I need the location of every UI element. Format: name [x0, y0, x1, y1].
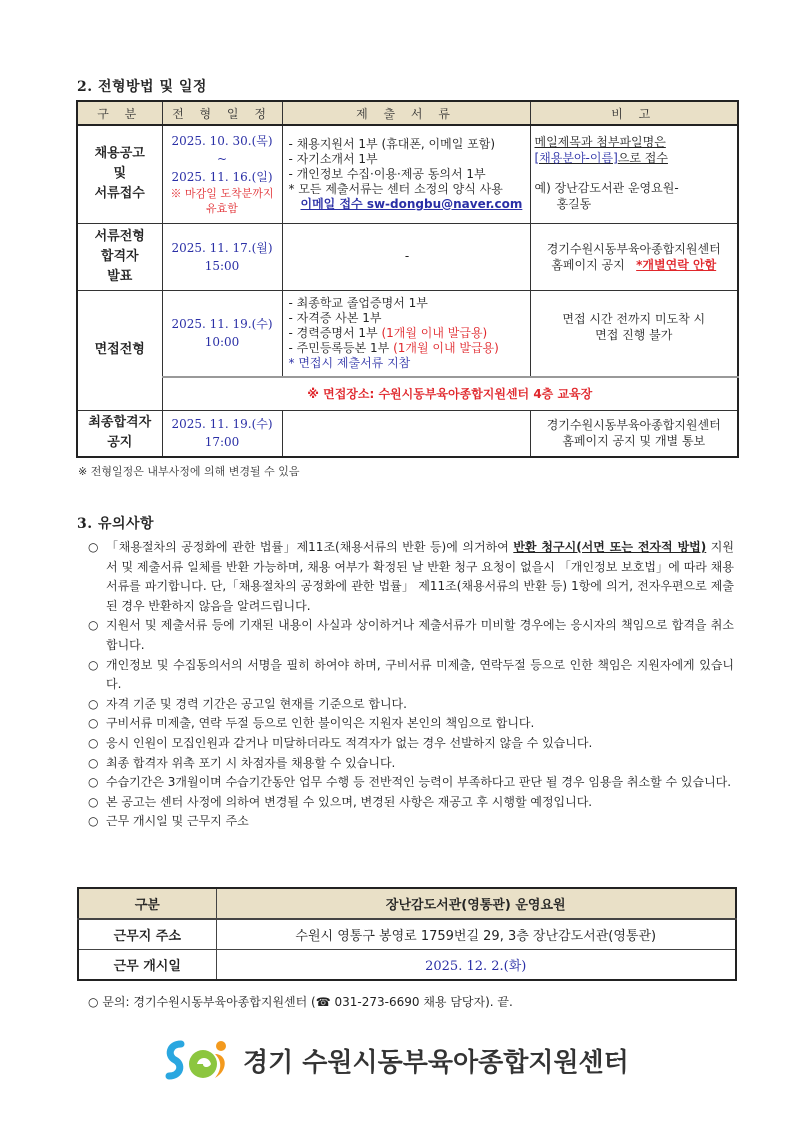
list-item [88, 656, 734, 695]
time: 15:00 [204, 258, 240, 273]
schedule-cell [162, 290, 282, 377]
date: 2025. 11. 19.(수) [171, 316, 273, 331]
note-text: 수습기간은 3개월이며 수습기간동안 업무 수행 등 전반적인 능력이 부족하다고 판단 될 경우 임용을 취소할 수 있습니다. [106, 775, 732, 790]
note-text: 응시 인원이 모집인원과 같거나 미달하더라도 적격자가 없는 경우 선발하지 않을 수 있습니다. [106, 735, 593, 750]
time: 10:00 [204, 334, 240, 349]
document-item: - 주민등록등본 1부 (1개월 이내 발급용) [288, 340, 499, 355]
remarks-cell [530, 290, 738, 377]
category-line: 합격자 [100, 248, 139, 264]
table-row [78, 950, 736, 981]
circle-bullet-icon: ○ [88, 618, 99, 633]
circle-bullet-icon: ○ [88, 540, 99, 554]
return-request-emphasis: 반환 청구시(서면 또는 전자적 방법) [513, 540, 707, 554]
document-item: - 개인정보 수집·이용·제공 동의서 1부 [288, 166, 486, 181]
circle-bullet-icon: ○ [88, 735, 99, 750]
phone-icon: ☎ [315, 995, 331, 1009]
note-text: 자격 기준 및 경력 기간은 공고일 현재를 기준으로 합니다. [106, 696, 407, 711]
circle-bullet-icon: ○ [88, 755, 99, 770]
date-separator: ~ [216, 152, 228, 167]
note-text: 최종 합격자 위촉 포기 시 차점자를 채용할 수 있습니다. [106, 755, 396, 770]
remarks-cell [530, 410, 738, 457]
work-info-table [77, 887, 737, 981]
remark-example: 홍길동 [556, 197, 592, 211]
category-cell [77, 125, 162, 223]
circle-bullet-icon: ○ [88, 775, 99, 790]
schedule-table [76, 100, 739, 458]
note-text: 근무 개시일 및 근무지 주소 [106, 814, 249, 829]
deadline-note: 유효함 [206, 202, 238, 216]
inquiry-text: 문의: 경기수원시동부육아종합지원센터 ( [102, 995, 316, 1009]
remark-line: 면접 시간 전까지 미도착 시 [562, 311, 706, 326]
table-row [78, 919, 736, 950]
remark-line: 홈페이지 공지 및 개별 통보 [562, 434, 706, 449]
remark-line: 면접 진행 불가 [595, 327, 673, 342]
table-row [77, 410, 738, 457]
note-text: 개인정보 및 수집동의서의 서명을 필히 하여야 하며, 구비서류 미제출, 연락두절 등으로 인한 책임은 지원자에게 있습니다. [106, 657, 734, 692]
document-item: - 채용지원서 1부 (휴대폰, 이메일 포함) [288, 136, 496, 151]
category-line: 최종합격자 [88, 415, 152, 431]
date: 2025. 11. 19.(수) [171, 417, 273, 432]
deadline-note: ※ 마감일 도착분까지 [170, 187, 274, 201]
list-item [88, 714, 734, 734]
circle-bullet-icon: ○ [88, 716, 99, 731]
list-item [88, 754, 734, 774]
start-date-label: 근무 개시일 [78, 950, 216, 981]
header-category: 구 분 [77, 101, 162, 125]
documents-cell [282, 125, 530, 223]
list-item [88, 812, 734, 832]
list-item [88, 793, 734, 813]
note-text: 본 공고는 센터 사정에 의하여 변경될 수 있으며, 변경된 사항은 재공고 후 시행할 예정입니다. [106, 794, 593, 809]
remark-line: 경기수원시동부육아종합지원센터 [546, 418, 721, 433]
remark-format-highlight: [채용분야-이름] [534, 151, 618, 165]
remarks-cell [530, 125, 738, 223]
circle-bullet-icon: ○ [88, 794, 99, 809]
schedule-cell [162, 223, 282, 290]
schedule-header-row [77, 101, 738, 125]
header-schedule: 전 형 일 정 [162, 101, 282, 125]
header-position: 장난감도서관(영통관) 운영요원 [216, 888, 736, 919]
remark-line: 경기수원시동부육아종합지원센터 [546, 241, 721, 256]
start-date-value: 2025. 12. 2.(화) [216, 950, 736, 981]
category-cell [77, 290, 162, 410]
center-logo [163, 1038, 629, 1082]
category-line: 서류전형 [94, 228, 145, 244]
remark-example: 예) 장난감도서관 운영요원- [534, 181, 679, 195]
remark-line: 홈페이지 공지 [551, 257, 625, 272]
inquiry-line [88, 993, 513, 1010]
remark-line: 으로 접수 [617, 151, 668, 165]
category-cell [77, 223, 162, 290]
bring-documents-note: * 면접시 제출서류 지참 [288, 355, 411, 370]
schedule-cell [162, 125, 282, 223]
date-start: 2025. 10. 30.(목) [171, 134, 273, 149]
section3-title: 3. 유의사항 [77, 516, 155, 532]
section2-title: 2. 전형방법 및 일정 [77, 79, 207, 95]
document-item: - 최종학교 졸업증명서 1부 [288, 295, 428, 310]
table-row [77, 290, 738, 377]
center-name: 경기 수원시동부육아종합지원센터 [243, 1047, 629, 1078]
email-link[interactable]: 이메일 접수 sw-dongbu@naver.com [300, 196, 523, 211]
note-text: 「채용절차의 공정화에 관한 법률」제11조(채용서류의 반환 등)에 의거하여 반환 청구시(서면 또는 전자적 방법) 지원서 및 제출서류 일체를 반환 가능하며, 채용 여부가 확정된 날 반환 청구 요청이 없을시 「개인정보 보호법」에 따라 채용 서류를 파기합니다. 단,「채용절차의 공정화에 관한 법률」 제11조(채용서류의 반환 등) 1항에 의거, 전자우편으로 제출된 경우 반환하지 않음을 알려드립니다. [106, 540, 734, 613]
work-address-label: 근무지 주소 [78, 919, 216, 950]
header-documents: 제 출 서 류 [282, 101, 530, 125]
notes-list [88, 538, 734, 832]
list-item [88, 773, 734, 793]
list-item [88, 538, 734, 616]
work-address-value: 수원시 영통구 봉영로 1759번길 29, 3층 장난감도서관(영통관) [216, 919, 736, 950]
remark-line: 메일제목과 첨부파일명은 [534, 135, 666, 149]
circle-bullet-icon: ○ [88, 814, 99, 829]
documents-cell: - [282, 223, 530, 290]
category-line: 및 [113, 166, 127, 182]
document-item: - 자격증 사본 1부 [288, 310, 382, 325]
circle-bullet-icon: ○ [88, 657, 99, 672]
schedule-cell [162, 410, 282, 457]
header-remarks: 비 고 [530, 101, 738, 125]
table-row [77, 377, 738, 410]
no-individual-contact-note: *개별연락 안함 [636, 257, 717, 272]
table-row [77, 223, 738, 290]
remarks-cell [530, 223, 738, 290]
table-row [77, 125, 738, 223]
date: 2025. 11. 17.(월) [171, 240, 273, 255]
interview-venue: ※ 면접장소: 수원시동부육아종합지원센터 4층 교육장 [162, 377, 738, 410]
circle-bullet-icon: ○ [88, 995, 99, 1009]
document-item: - 경력증명서 1부 (1개월 이내 발급용) [288, 325, 488, 340]
note-text: 지원서 및 제출서류 등에 기재된 내용이 사실과 상이하거나 제출서류가 미비할 경우에는 응시자의 책임으로 합격을 취소합니다. [106, 618, 734, 652]
list-item [88, 616, 734, 655]
date-end: 2025. 11. 16.(일) [171, 170, 273, 185]
category-line: 면접전형 [94, 342, 145, 357]
document-item: * 모든 제출서류는 센터 소정의 양식 사용 [288, 181, 503, 196]
list-item [88, 695, 734, 715]
inquiry-phone: 031-273-6690 채용 담당자). 끝. [330, 995, 513, 1009]
category-line: 발표 [107, 268, 133, 284]
category-line: 공지 [107, 435, 133, 451]
documents-cell [282, 290, 530, 377]
category-line: 서류접수 [94, 186, 145, 202]
center-logo-icon [163, 1038, 235, 1082]
list-item [88, 734, 734, 754]
time: 17:00 [204, 435, 240, 450]
work-header-row [78, 888, 736, 919]
circle-bullet-icon: ○ [88, 696, 99, 711]
schedule-footnote: ※ 전형일정은 내부사정에 의해 변경될 수 있음 [78, 465, 300, 478]
document-item: - 자기소개서 1부 [288, 151, 378, 166]
documents-cell [282, 410, 530, 457]
category-cell [77, 410, 162, 457]
note-text: 구비서류 미제출, 연락 두절 등으로 인한 불이익은 지원자 본인의 책임으로 합니다. [106, 716, 535, 731]
category-line: 채용공고 [94, 146, 145, 162]
header-label: 구분 [78, 888, 216, 919]
